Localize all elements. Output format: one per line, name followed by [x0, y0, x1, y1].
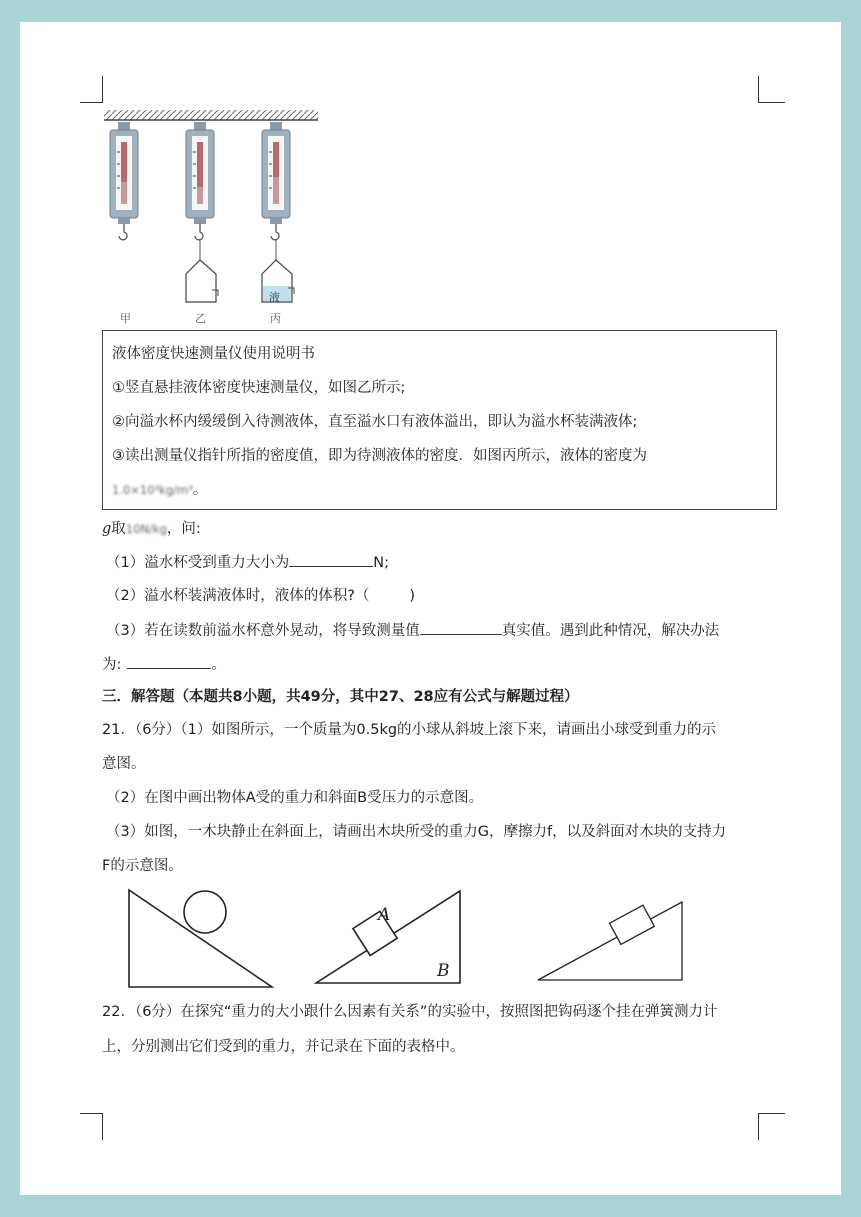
g-value: 10N/kg [125, 522, 167, 536]
block-a-label: A [378, 905, 391, 925]
figure-label-jia: 甲 [120, 312, 131, 325]
crop-mark-top-left [80, 76, 103, 103]
question-1-blank[interactable] [289, 552, 373, 567]
instruction-step-1: ①竖直悬挂液体密度快速测量仪，如图乙所示; [112, 380, 406, 396]
question-2-close: ) [409, 588, 416, 604]
incline-block-figure [536, 896, 686, 984]
question-3-text-3: 为: [102, 657, 122, 673]
question-3-blank-2[interactable] [127, 654, 211, 669]
instruction-step-2: ②向溢水杯内缓缓倒入待测液体，直至溢水口有液体溢出，即认为溢水杯装满液体; [112, 414, 638, 430]
question-1-text: （1）溢水杯受到重力大小为 [106, 555, 290, 571]
figure-label-yi: 乙 [195, 312, 206, 325]
spring-scale-yi [186, 122, 218, 302]
g-ask: ，问: [166, 521, 201, 537]
spring-scale-jia [110, 122, 138, 240]
density-period: 。 [192, 482, 208, 498]
figure-label-bing: 丙 [270, 312, 281, 325]
g-take: 取 [111, 521, 126, 537]
question-3-blank-1[interactable] [420, 620, 502, 635]
question-22-line-2: 上，分别测出它们受到的重力，并记录在下面的表格中。 [102, 1039, 465, 1055]
instruction-step-3: ③读出测量仪指针所指的密度值，即为待测液体的密度．如图丙所示，液体的密度为 [112, 448, 647, 464]
spring-scale-figure [100, 108, 325, 330]
question-21-line-4: （3）如图，一木块静止在斜面上，请画出木块所受的重力G，摩擦力f，以及斜面对木块的支持力 [106, 824, 727, 840]
question-21-line-3: （2）在图中画出物体A受的重力和斜面B受压力的示意图。 [106, 790, 484, 806]
question-3-line-1 [106, 620, 719, 641]
question-1-unit: N; [373, 555, 389, 571]
question-22-line-1: 22．（6分）在探究“重力的大小跟什么因素有关系”的实验中，按照图把钩码逐个挂在弹簧测力计 [102, 1004, 718, 1020]
crop-mark-top-right [758, 76, 785, 103]
question-2-text: （2）溢水杯装满液体时，液体的体积?（ [106, 588, 370, 604]
section-3-heading: 三．解答题（本题共8小题，共49分，其中27、28应有公式与解题过程） [102, 689, 579, 705]
density-value-line [112, 480, 207, 500]
crop-mark-bottom-right [758, 1113, 785, 1140]
spring-scale-bing [262, 122, 294, 302]
question-3-line-2 [102, 654, 226, 675]
question-3-text-2: 真实值。遇到此种情况，解决办法 [501, 623, 720, 639]
g-symbol: g [102, 521, 112, 537]
question-21-line-1: 21．（6分）（1）如图所示，一个质量为0.5kg的小球从斜坡上滚下来，请画出小球受到重力的示 [102, 722, 717, 738]
liquid-label: 液 [269, 291, 280, 304]
question-21-line-2: 意图。 [102, 756, 146, 772]
question-2 [106, 586, 415, 606]
incline-ball-figure [126, 886, 276, 990]
question-3-text-1: （3）若在读数前溢水杯意外晃动，将导致测量值 [106, 623, 420, 639]
crop-mark-bottom-left [80, 1113, 103, 1140]
instruction-title: 液体密度快速测量仪使用说明书 [112, 346, 315, 362]
question-21-line-5: F的示意图。 [102, 858, 183, 874]
density-value: 1.0×10³kg/m³ [112, 483, 193, 497]
question-3-end: 。 [211, 657, 226, 673]
g-value-line [102, 519, 201, 539]
incline-b-label: B [437, 961, 450, 981]
question-1 [106, 552, 389, 573]
